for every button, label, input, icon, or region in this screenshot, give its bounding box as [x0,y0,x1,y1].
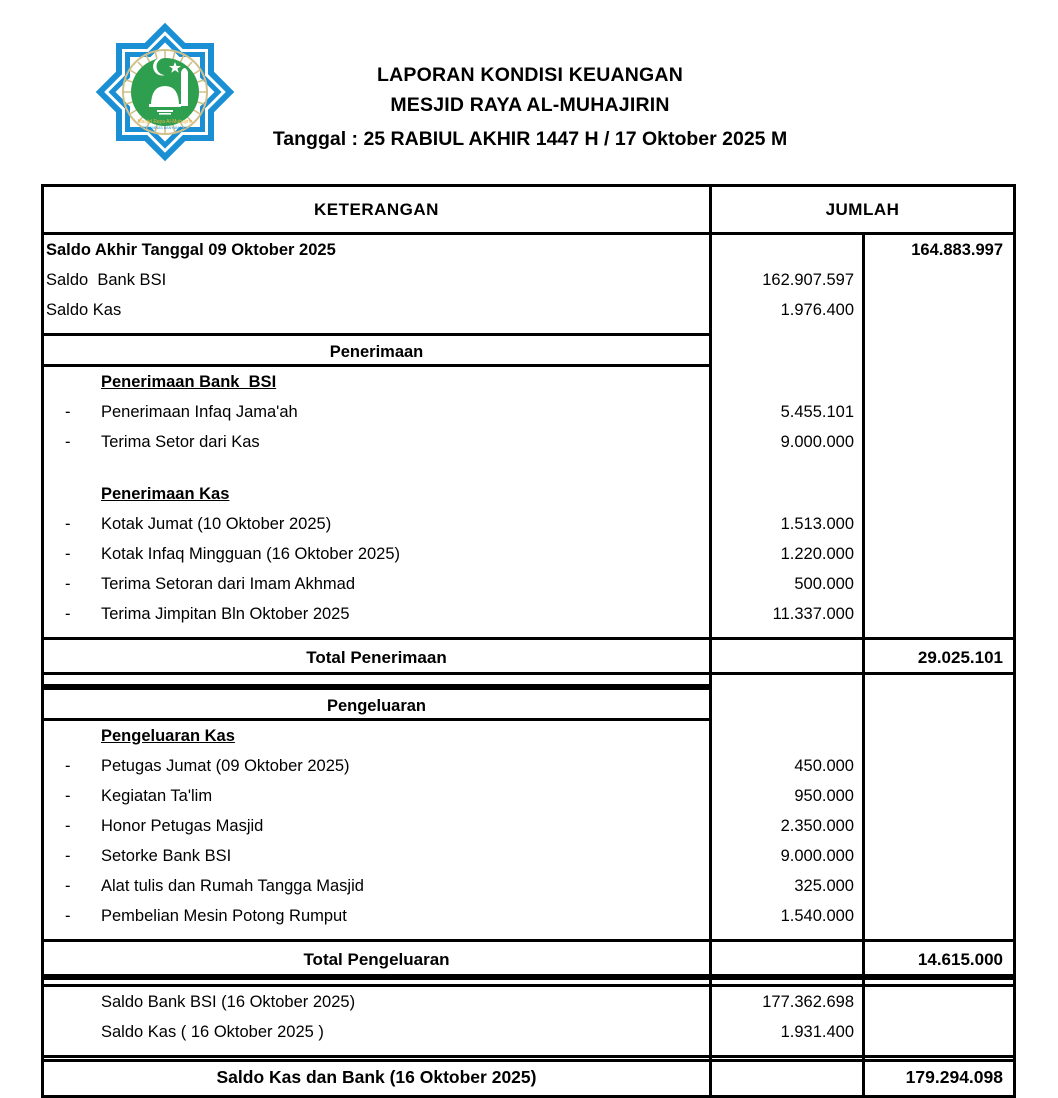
table-row [44,539,1013,569]
row-total-blank [865,781,1013,811]
item-label: Petugas Jumat (09 Oktober 2025) [101,757,350,775]
document-header [0,0,1058,178]
band-total-blank [865,333,1013,367]
section-title: Pengeluaran [44,687,712,721]
item-label: Penerimaan Infaq Jama'ah [101,403,298,421]
section-title: Penerimaan [44,333,712,367]
row-total-blank [865,1017,1013,1047]
row-total-blank [865,427,1013,457]
report-date-line: Tanggal : 25 RABIUL AKHIR 1447 H / 17 Oktober 2025 M [272,128,788,150]
row-total-blank [865,397,1013,427]
bullet-dash: - [65,877,71,895]
row-amount-blank [712,721,865,751]
table-row [44,721,1013,751]
spacer-cell [44,931,712,939]
row-amount: 1.540.000 [712,901,865,931]
group-heading: Pengeluaran Kas [44,721,712,751]
report-title-line-1: LAPORAN KONDISI KEUANGAN [377,64,683,86]
bullet-dash: - [65,403,71,421]
row-total-blank [865,569,1013,599]
table-row [44,569,1013,599]
table-row [44,841,1013,871]
row-amount: 450.000 [712,751,865,781]
row-amount: 9.000.000 [712,841,865,871]
opening-balance-label: Saldo Akhir Tanggal 09 Oktober 2025 [44,235,712,265]
table-row [44,811,1013,841]
spacer-cell [712,931,865,939]
row-total-blank [865,599,1013,629]
row-total-blank [865,265,1013,295]
spacer-cell [712,629,865,637]
spacer-cell [865,931,1013,939]
row-amount: 9.000.000 [712,427,865,457]
row-amount: 325.000 [712,871,865,901]
row-amount: 1.513.000 [712,509,865,539]
table-row [44,1017,1013,1047]
separator-cell [865,977,1013,987]
bullet-dash: - [65,847,71,865]
total-label: Total Pengeluaran [44,939,712,977]
svg-text:Masjid Raya Al-Muhajirin: Masjid Raya Al-Muhajirin [137,119,193,125]
row-total-blank [865,871,1013,901]
row-label: Saldo Bank BSI (16 Oktober 2025) [44,987,712,1017]
row-total-blank [865,811,1013,841]
row-amount: 162.907.597 [712,265,865,295]
double-rule-separator [44,977,1013,987]
item-label-cell [44,539,712,569]
group-heading: Penerimaan Bank BSI [44,367,712,397]
table-row [44,751,1013,781]
total-value: 14.615.000 [865,939,1013,977]
item-label-cell [44,509,712,539]
opening-balance-sub-blank [712,235,865,265]
total-row-penerimaan [44,637,1013,675]
spacer-row [44,931,1013,939]
item-label-cell [44,397,712,427]
row-amount: 11.337.000 [712,599,865,629]
band-sub-blank [712,687,865,721]
spacer-cell [712,457,865,479]
item-label-cell [44,901,712,931]
row-label: Saldo Kas [44,295,712,325]
item-label-cell [44,811,712,841]
row-amount: 1.976.400 [712,295,865,325]
spacer-row [44,325,1013,333]
table-row [44,901,1013,931]
spacer-row [44,457,1013,479]
row-amount: 950.000 [712,781,865,811]
column-header-keterangan: KETERANGAN [44,186,712,234]
item-label: Terima Setoran dari Imam Akhmad [101,575,356,593]
table-row [44,987,1013,1017]
item-label-cell [44,871,712,901]
row-amount: 500.000 [712,569,865,599]
item-label: Terima Jimpitan Bln Oktober 2025 [101,605,350,623]
mosque-star-logo [95,22,235,162]
band-total-blank [865,687,1013,721]
table-row [44,397,1013,427]
table-row [44,781,1013,811]
row-total-blank [865,295,1013,325]
final-total-value: 179.294.098 [865,1055,1013,1095]
row-amount-blank [712,367,865,397]
total-sub-blank [712,637,865,675]
bullet-dash: - [65,515,71,533]
spacer-row [44,675,1013,687]
bullet-dash: - [65,575,71,593]
section-band-pengeluaran [44,687,1013,721]
item-label: Pembelian Mesin Potong Rumput [101,907,347,925]
bullet-dash: - [65,545,71,563]
row-amount: 2.350.000 [712,811,865,841]
row-total-blank [865,539,1013,569]
item-label: Kegiatan Ta'lim [101,787,213,805]
row-amount: 1.220.000 [712,539,865,569]
table-row [44,295,1013,325]
row-total-blank [865,509,1013,539]
item-label: Terima Setor dari Kas [101,433,260,451]
table-row [44,871,1013,901]
spacer-row [44,1047,1013,1055]
spacer-row [44,629,1013,637]
item-label-cell [44,781,712,811]
column-header-jumlah: JUMLAH [825,199,900,219]
section-band-penerimaan [44,333,1013,367]
spacer-cell [712,1047,865,1055]
row-total-blank [865,987,1013,1017]
item-label-cell [44,751,712,781]
separator-cell [44,977,712,987]
row-total-blank [865,901,1013,931]
bullet-dash: - [65,817,71,835]
row-label: Saldo Bank BSI [44,265,712,295]
spacer-cell [44,629,712,637]
spacer-cell [712,675,865,687]
row-total-blank [865,721,1013,751]
row-total-blank [865,479,1013,509]
spacer-cell [865,629,1013,637]
item-label: Kotak Infaq Mingguan (16 Oktober 2025) [101,545,401,563]
table-row [44,599,1013,629]
item-label: Alat tulis dan Rumah Tangga Masjid [101,877,364,895]
spacer-cell [865,325,1013,333]
table-row [44,509,1013,539]
item-label-cell [44,569,712,599]
total-value: 29.025.101 [865,637,1013,675]
spacer-cell [712,325,865,333]
table-row [44,479,1013,509]
row-amount: 5.455.101 [712,397,865,427]
financial-report-table [41,184,1016,1098]
item-label: Setorke Bank BSI [101,847,232,865]
report-title-line-2: MESJID RAYA AL-MUHAJIRIN [390,94,670,116]
table-row [44,235,1013,265]
bottom-double-rule [41,1059,1016,1062]
row-label: Saldo Kas ( 16 Oktober 2025 ) [44,1017,712,1047]
table-header-row [44,187,1013,235]
row-amount-blank [712,479,865,509]
svg-text:PERUMNAS BANYUMANIK: PERUMNAS BANYUMANIK [142,126,188,130]
opening-balance-total: 164.883.997 [911,241,1003,259]
row-amount: 177.362.698 [712,987,865,1017]
spacer-cell [44,325,712,333]
bullet-dash: - [65,787,71,805]
bullet-dash: - [65,757,71,775]
bullet-dash: - [65,907,71,925]
row-total-blank [865,841,1013,871]
bullet-dash: - [65,605,71,623]
item-label-cell [44,841,712,871]
table-row [44,265,1013,295]
report-title-block [250,60,810,154]
band-sub-blank [712,333,865,367]
table-row [44,427,1013,457]
bullet-dash: - [65,433,71,451]
spacer-cell [44,457,712,479]
total-row-pengeluaran [44,939,1013,977]
separator-cell [712,977,865,987]
total-sub-blank [712,939,865,977]
row-total-blank [865,367,1013,397]
spacer-cell [44,1047,712,1055]
spacer-cell [865,1047,1013,1055]
item-label: Kotak Jumat (10 Oktober 2025) [101,515,332,533]
spacer-cell [44,675,712,687]
table-row [44,367,1013,397]
item-label: Honor Petugas Masjid [101,817,264,835]
item-label-cell [44,599,712,629]
row-total-blank [865,751,1013,781]
final-total-label: Saldo Kas dan Bank (16 Oktober 2025) [44,1055,712,1095]
spacer-cell [865,457,1013,479]
total-label: Total Penerimaan [44,637,712,675]
row-amount: 1.931.400 [712,1017,865,1047]
item-label-cell [44,427,712,457]
group-heading: Penerimaan Kas [44,479,712,509]
spacer-cell [865,675,1013,687]
